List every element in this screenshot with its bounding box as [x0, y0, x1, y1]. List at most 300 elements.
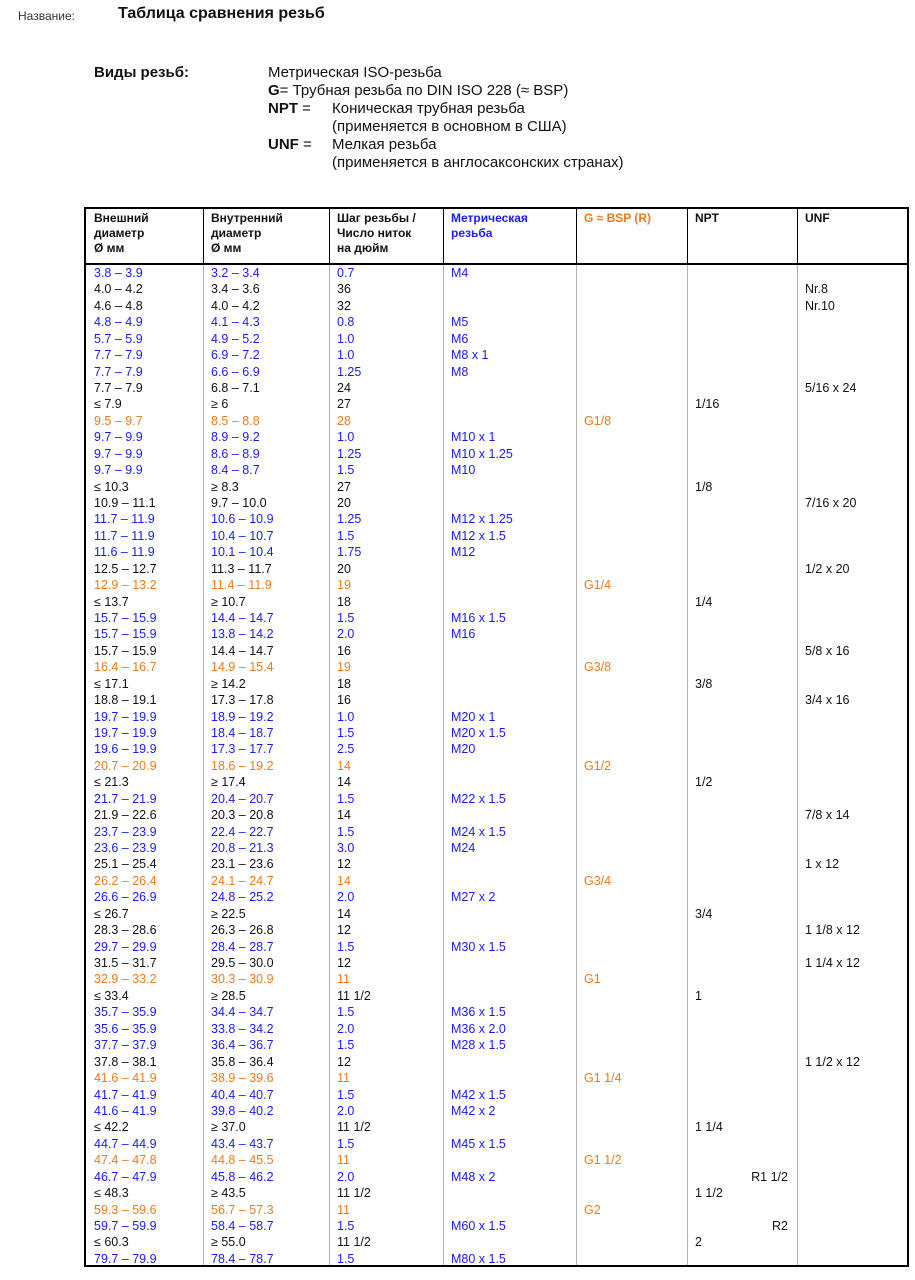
cell-pitch: 12 [337, 1054, 351, 1069]
cell-inner-diameter: 18.9 – 19.2 [211, 709, 274, 724]
cell-unf: 5/8 x 16 [805, 643, 850, 658]
cell-metric: M8 [451, 364, 469, 379]
cell-metric: M12 [451, 545, 476, 560]
cell-inner-diameter: 33.8 – 34.2 [211, 1021, 274, 1036]
table-row [86, 971, 907, 987]
cell-outer-diameter: 4.6 – 4.8 [94, 298, 143, 313]
cell-inner-diameter: 4.1 – 4.3 [211, 315, 260, 330]
cell-pitch: 11 1/2 [337, 1186, 371, 1201]
table-row [86, 1054, 907, 1070]
cell-pitch: 16 [337, 693, 351, 708]
table-row [86, 1136, 907, 1152]
cell-outer-diameter: 9.7 – 9.9 [94, 430, 143, 445]
cell-pitch: 20 [337, 496, 351, 511]
cell-outer-diameter: 29.7 – 29.9 [94, 939, 157, 954]
thread-types-label: Виды резьб: [94, 64, 189, 81]
cell-outer-diameter: 41.6 – 41.9 [94, 1071, 157, 1086]
cell-inner-diameter: 23.1 – 23.6 [211, 857, 274, 872]
cell-outer-diameter: 26.2 – 26.4 [94, 873, 157, 888]
cell-pitch: 18 [337, 676, 351, 691]
table-row [86, 955, 907, 971]
cell-pitch: 16 [337, 643, 351, 658]
cell-inner-diameter: ≥ 10.7 [211, 594, 246, 609]
cell-outer-diameter: 3.8 – 3.9 [94, 266, 143, 280]
cell-inner-diameter: 3.4 – 3.6 [211, 282, 260, 297]
cell-pitch: 14 [337, 906, 351, 921]
cell-npt: 1/4 [695, 594, 713, 609]
cell-outer-diameter: 11.7 – 11.9 [94, 512, 155, 527]
thread-type-equals: = [298, 100, 311, 117]
cell-metric: M36 x 2.0 [451, 1021, 506, 1036]
cell-unf: Nr.8 [805, 282, 828, 297]
cell-inner-diameter: 4.9 – 5.2 [211, 331, 260, 346]
cell-pitch: 1.5 [337, 1005, 355, 1020]
cell-outer-diameter: 4.0 – 4.2 [94, 282, 143, 297]
cell-outer-diameter: 12.5 – 12.7 [94, 561, 157, 576]
table-row [86, 758, 907, 774]
cell-pitch: 36 [337, 282, 351, 297]
column-divider [329, 209, 330, 265]
cell-unf: 3/4 x 16 [805, 693, 850, 708]
thread-type-line [268, 82, 624, 100]
cell-outer-diameter: 9.7 – 9.9 [94, 446, 143, 461]
cell-outer-diameter: 26.6 – 26.9 [94, 890, 157, 905]
cell-g-bsp: G1 1/4 [584, 1071, 622, 1086]
table-row [86, 692, 907, 708]
cell-npt: 1/16 [695, 397, 720, 412]
cell-g-bsp: G3/8 [584, 660, 612, 675]
cell-metric: M80 x 1.5 [451, 1251, 506, 1266]
cell-metric: M22 x 1.5 [451, 791, 506, 806]
cell-outer-diameter: ≤ 33.4 [94, 988, 129, 1003]
cell-inner-diameter: ≥ 43.5 [211, 1186, 246, 1201]
table-row [86, 856, 907, 872]
cell-pitch: 28 [337, 413, 351, 428]
cell-pitch: 0.8 [337, 315, 355, 330]
cell-metric: M60 x 1.5 [451, 1218, 506, 1233]
cell-pitch: 1.25 [337, 512, 362, 527]
table-row [86, 873, 907, 889]
column-header-unf: UNF [805, 211, 830, 225]
cell-inner-diameter: 8.4 – 8.7 [211, 463, 260, 478]
table-row [86, 528, 907, 544]
cell-inner-diameter: 10.6 – 10.9 [211, 512, 274, 527]
thread-type-text: (применяется в основном в США) [332, 118, 567, 135]
cell-g-bsp: G1/2 [584, 758, 612, 773]
cell-inner-diameter: 18.6 – 19.2 [211, 758, 274, 773]
table-row [86, 314, 907, 330]
document-title: Таблица сравнения резьб [118, 5, 325, 22]
table-row [86, 643, 907, 659]
cell-pitch: 1.75 [337, 545, 362, 560]
table-row [86, 561, 907, 577]
cell-inner-diameter: 14.9 – 15.4 [211, 660, 274, 675]
cell-pitch: 1.25 [337, 446, 362, 461]
cell-pitch: 1.0 [337, 430, 355, 445]
thread-comparison-table [84, 207, 909, 1267]
cell-pitch: 19 [337, 660, 351, 675]
cell-inner-diameter: 35.8 – 36.4 [211, 1054, 274, 1069]
cell-outer-diameter: 11.7 – 11.9 [94, 528, 155, 543]
thread-type-text: Мелкая резьба [332, 136, 437, 153]
cell-outer-diameter: ≤ 42.2 [94, 1120, 129, 1135]
table-row [86, 610, 907, 626]
cell-inner-diameter: 3.2 – 3.4 [211, 266, 260, 280]
table-row [86, 824, 907, 840]
cell-inner-diameter: 43.4 – 43.7 [211, 1136, 274, 1151]
cell-outer-diameter: 19.6 – 19.9 [94, 742, 157, 757]
cell-inner-diameter: 45.8 – 46.2 [211, 1169, 274, 1184]
cell-inner-diameter: 4.0 – 4.2 [211, 298, 260, 313]
cell-npt: 3/8 [695, 676, 713, 691]
cell-unf: 1/2 x 20 [805, 561, 850, 576]
table-row [86, 676, 907, 692]
cell-pitch: 1.5 [337, 611, 355, 626]
cell-inner-diameter: 17.3 – 17.8 [211, 693, 274, 708]
cell-metric: M4 [451, 266, 469, 280]
cell-outer-diameter: 20.7 – 20.9 [94, 758, 157, 773]
cell-pitch: 1.0 [337, 709, 355, 724]
cell-inner-diameter: ≥ 22.5 [211, 906, 246, 921]
table-row [86, 380, 907, 396]
cell-unf: 1 1/2 x 12 [805, 1054, 860, 1069]
cell-outer-diameter: 37.7 – 37.9 [94, 1038, 157, 1053]
cell-pitch: 1.5 [337, 1251, 355, 1266]
column-divider [576, 265, 577, 1265]
cell-outer-diameter: 18.8 – 19.1 [94, 693, 157, 708]
cell-inner-diameter: 13.8 – 14.2 [211, 627, 274, 642]
cell-pitch: 1.0 [337, 348, 355, 363]
cell-pitch: 11 1/2 [337, 988, 371, 1003]
cell-inner-diameter: 38.9 – 39.6 [211, 1071, 274, 1086]
cell-metric: M12 x 1.5 [451, 528, 506, 543]
cell-inner-diameter: ≥ 6 [211, 397, 229, 412]
table-row [86, 889, 907, 905]
cell-inner-diameter: 40.4 – 40.7 [211, 1087, 274, 1102]
table-row [86, 1021, 907, 1037]
table-row [86, 446, 907, 462]
cell-inner-diameter: 11.3 – 11.7 [211, 561, 272, 576]
table-row [86, 594, 907, 610]
cell-pitch: 2.5 [337, 742, 355, 757]
cell-inner-diameter: ≥ 17.4 [211, 775, 246, 790]
table-row [86, 709, 907, 725]
cell-outer-diameter: 19.7 – 19.9 [94, 709, 157, 724]
cell-outer-diameter: 15.7 – 15.9 [94, 627, 157, 642]
cell-inner-diameter: 8.9 – 9.2 [211, 430, 260, 445]
cell-inner-diameter: 22.4 – 22.7 [211, 824, 274, 839]
table-row [86, 939, 907, 955]
cell-unf: 5/16 x 24 [805, 381, 857, 395]
cell-outer-diameter: 41.7 – 41.9 [94, 1087, 157, 1102]
cell-metric: M10 x 1.25 [451, 446, 513, 461]
cell-unf: 1 1/4 x 12 [805, 956, 860, 971]
cell-outer-diameter: 47.4 – 47.8 [94, 1153, 157, 1168]
cell-outer-diameter: 46.7 – 47.9 [94, 1169, 157, 1184]
cell-inner-diameter: 44.8 – 45.5 [211, 1153, 274, 1168]
cell-npt: 1 1/4 [695, 1120, 723, 1135]
cell-inner-diameter: 17.3 – 17.7 [211, 742, 274, 757]
thread-type-line [268, 118, 624, 136]
cell-inner-diameter: 10.4 – 10.7 [211, 528, 274, 543]
cell-pitch: 12 [337, 956, 351, 971]
cell-outer-diameter: ≤ 21.3 [94, 775, 129, 790]
cell-bsp-r-note: R2 [772, 1218, 788, 1233]
cell-inner-diameter: 6.6 – 6.9 [211, 364, 260, 379]
cell-inner-diameter: 8.5 – 8.8 [211, 413, 260, 428]
table-row [86, 725, 907, 741]
cell-outer-diameter: 4.8 – 4.9 [94, 315, 143, 330]
table-row [86, 626, 907, 642]
table-row [86, 741, 907, 757]
cell-metric: M27 x 2 [451, 890, 496, 905]
cell-pitch: 11 [337, 1202, 350, 1217]
cell-metric: M36 x 1.5 [451, 1005, 506, 1020]
cell-pitch: 1.5 [337, 1136, 355, 1151]
cell-inner-diameter: 20.3 – 20.8 [211, 808, 274, 823]
cell-outer-diameter: 15.7 – 15.9 [94, 611, 157, 626]
cell-pitch: 2.0 [337, 1169, 355, 1184]
table-row [86, 396, 907, 412]
cell-outer-diameter: 21.7 – 21.9 [94, 791, 157, 806]
cell-inner-diameter: 18.4 – 18.7 [211, 726, 274, 741]
table-row [86, 807, 907, 823]
cell-outer-diameter: ≤ 10.3 [94, 479, 129, 494]
cell-unf: 1 x 12 [805, 857, 840, 872]
table-row [86, 791, 907, 807]
cell-inner-diameter: 8.6 – 8.9 [211, 446, 260, 461]
cell-pitch: 1.25 [337, 364, 362, 379]
table-row [86, 544, 907, 560]
cell-metric: M10 [451, 463, 476, 478]
column-divider [203, 265, 204, 1265]
cell-pitch: 2.0 [337, 890, 355, 905]
cell-inner-diameter: 58.4 – 58.7 [211, 1218, 274, 1233]
cell-outer-diameter: ≤ 7.9 [94, 397, 122, 412]
cell-g-bsp: G1 [584, 972, 601, 987]
cell-metric: M45 x 1.5 [451, 1136, 506, 1151]
cell-pitch: 32 [337, 298, 351, 313]
cell-outer-diameter: 7.7 – 7.9 [94, 364, 143, 379]
table-row [86, 364, 907, 380]
cell-pitch: 1.5 [337, 1038, 355, 1053]
cell-outer-diameter: ≤ 48.3 [94, 1186, 129, 1201]
cell-metric: M20 x 1 [451, 709, 496, 724]
thread-type-line [268, 100, 624, 118]
cell-pitch: 24 [337, 381, 351, 395]
cell-outer-diameter: 31.5 – 31.7 [94, 956, 157, 971]
cell-outer-diameter: 7.7 – 7.9 [94, 381, 143, 395]
cell-pitch: 12 [337, 923, 351, 938]
cell-metric: M10 x 1 [451, 430, 496, 445]
column-header-inner-diameter: Внутренний диаметр Ø мм [211, 211, 283, 255]
cell-npt: 1 1/2 [695, 1186, 723, 1201]
cell-inner-diameter: 34.4 – 34.7 [211, 1005, 274, 1020]
thread-type-text: (применяется в англосаксонских странах) [332, 154, 624, 171]
table-row [86, 413, 907, 429]
cell-outer-diameter: 25.1 – 25.4 [94, 857, 157, 872]
cell-outer-diameter: 5.7 – 5.9 [94, 331, 143, 346]
table-row [86, 922, 907, 938]
column-divider [576, 209, 577, 265]
cell-g-bsp: G2 [584, 1202, 601, 1217]
cell-metric: M30 x 1.5 [451, 939, 506, 954]
cell-outer-diameter: 41.6 – 41.9 [94, 1103, 157, 1118]
table-row [86, 1202, 907, 1218]
column-divider [443, 265, 444, 1265]
cell-outer-diameter: 44.7 – 44.9 [94, 1136, 157, 1151]
cell-metric: M42 x 2 [451, 1103, 496, 1118]
table-row [86, 1185, 907, 1201]
cell-pitch: 1.5 [337, 726, 355, 741]
cell-inner-diameter: 24.8 – 25.2 [211, 890, 274, 905]
cell-outer-diameter: 23.7 – 23.9 [94, 824, 157, 839]
column-header-npt: NPT [695, 211, 719, 225]
table-row [86, 479, 907, 495]
table-row [86, 511, 907, 527]
thread-type-key: G [268, 82, 280, 99]
cell-outer-diameter: 7.7 – 7.9 [94, 348, 143, 363]
cell-pitch: 20 [337, 561, 351, 576]
column-divider [687, 209, 688, 265]
cell-outer-diameter: 15.7 – 15.9 [94, 643, 157, 658]
cell-outer-diameter: 35.7 – 35.9 [94, 1005, 157, 1020]
cell-inner-diameter: 36.4 – 36.7 [211, 1038, 274, 1053]
cell-pitch: 14 [337, 775, 351, 790]
cell-inner-diameter: 20.8 – 21.3 [211, 841, 274, 856]
cell-inner-diameter: 24.1 – 24.7 [211, 873, 274, 888]
cell-pitch: 11 1/2 [337, 1235, 371, 1250]
cell-metric: M16 x 1.5 [451, 611, 506, 626]
table-row [86, 462, 907, 478]
cell-outer-diameter: 37.8 – 38.1 [94, 1054, 157, 1069]
cell-pitch: 1.5 [337, 528, 355, 543]
cell-g-bsp: G1/8 [584, 413, 612, 428]
table-row [86, 1037, 907, 1053]
table-row [86, 1218, 907, 1234]
table-row [86, 298, 907, 314]
cell-outer-diameter: 79.7 – 79.9 [94, 1251, 157, 1266]
cell-metric: M16 [451, 627, 476, 642]
thread-type-line [268, 64, 624, 82]
cell-metric: M24 x 1.5 [451, 824, 506, 839]
cell-outer-diameter: ≤ 26.7 [94, 906, 129, 921]
cell-outer-diameter: 28.3 – 28.6 [94, 923, 157, 938]
cell-unf: 7/8 x 14 [805, 808, 850, 823]
cell-metric: M24 [451, 841, 476, 856]
cell-inner-diameter: ≥ 55.0 [211, 1235, 246, 1250]
cell-pitch: 27 [337, 479, 351, 494]
name-label: Название: [18, 9, 75, 23]
cell-npt: 1/2 [695, 775, 713, 790]
cell-metric: M20 x 1.5 [451, 726, 506, 741]
cell-inner-diameter: 6.8 – 7.1 [211, 381, 260, 395]
thread-type-key: UNF [268, 136, 299, 153]
cell-pitch: 1.5 [337, 939, 355, 954]
table-row [86, 495, 907, 511]
column-header-pitch: Шаг резьбы / Число ниток на дюйм [337, 211, 416, 255]
cell-npt: 3/4 [695, 906, 713, 921]
thread-type-line [268, 154, 624, 172]
cell-outer-diameter: 9.5 – 9.7 [94, 413, 143, 428]
cell-bsp-r-note: R1 1/2 [751, 1169, 788, 1184]
thread-type-line [268, 136, 624, 154]
column-divider [687, 265, 688, 1265]
thread-type-text: Метрическая ISO-резьба [268, 64, 442, 81]
column-divider [797, 209, 798, 265]
thread-type-equals: = [298, 136, 312, 153]
cell-metric: M12 x 1.25 [451, 512, 513, 527]
cell-pitch: 1.0 [337, 331, 355, 346]
cell-outer-diameter: 11.6 – 11.9 [94, 545, 155, 560]
table-row [86, 281, 907, 297]
thread-types-list [268, 64, 624, 172]
table-row [86, 1234, 907, 1250]
cell-unf: 7/16 x 20 [805, 496, 857, 511]
cell-inner-diameter: 29.5 – 30.0 [211, 956, 274, 971]
cell-pitch: 1.5 [337, 791, 355, 806]
cell-npt: 2 [695, 1235, 702, 1250]
cell-pitch: 14 [337, 873, 351, 888]
cell-metric: M42 x 1.5 [451, 1087, 506, 1102]
cell-inner-diameter: 9.7 – 10.0 [211, 496, 267, 511]
thread-type-text: = Трубная резьба по DIN ISO 228 (≈ BSP) [279, 82, 569, 99]
cell-metric: M8 x 1 [451, 348, 489, 363]
cell-pitch: 12 [337, 857, 351, 872]
cell-inner-diameter: 28.4 – 28.7 [211, 939, 274, 954]
table-row [86, 577, 907, 593]
cell-inner-diameter: 78.4 – 78.7 [211, 1251, 274, 1266]
cell-pitch: 1.5 [337, 1218, 355, 1233]
cell-inner-diameter: 6.9 – 7.2 [211, 348, 260, 363]
cell-pitch: 14 [337, 758, 351, 773]
cell-inner-diameter: ≥ 37.0 [211, 1120, 246, 1135]
cell-pitch: 1.5 [337, 463, 355, 478]
table-row [86, 1251, 907, 1267]
cell-inner-diameter: 26.3 – 26.8 [211, 923, 274, 938]
cell-pitch: 2.0 [337, 1103, 355, 1118]
cell-metric: M28 x 1.5 [451, 1038, 506, 1053]
cell-inner-diameter: ≥ 28.5 [211, 988, 246, 1003]
cell-outer-diameter: ≤ 17.1 [94, 676, 129, 691]
cell-unf: 1 1/8 x 12 [805, 923, 860, 938]
cell-outer-diameter: 35.6 – 35.9 [94, 1021, 157, 1036]
column-divider [797, 265, 798, 1265]
cell-pitch: 18 [337, 594, 351, 609]
cell-pitch: 11 [337, 972, 350, 987]
cell-outer-diameter: 59.3 – 59.6 [94, 1202, 157, 1217]
table-row [86, 429, 907, 445]
table-row [86, 331, 907, 347]
table-row [86, 906, 907, 922]
column-header-outer-diameter: Внешний диаметр Ø мм [94, 211, 149, 255]
table-row [86, 659, 907, 675]
cell-outer-diameter: ≤ 60.3 [94, 1235, 129, 1250]
cell-outer-diameter: 16.4 – 16.7 [94, 660, 157, 675]
cell-pitch: 2.0 [337, 1021, 355, 1036]
table-row [86, 1103, 907, 1119]
cell-inner-diameter: 39.8 – 40.2 [211, 1103, 274, 1118]
cell-outer-diameter: ≤ 13.7 [94, 594, 129, 609]
cell-pitch: 11 [337, 1153, 350, 1168]
cell-pitch: 14 [337, 808, 351, 823]
cell-pitch: 1.5 [337, 824, 355, 839]
cell-pitch: 27 [337, 397, 351, 412]
table-row [86, 1087, 907, 1103]
cell-g-bsp: G1 1/2 [584, 1153, 622, 1168]
table-row [86, 988, 907, 1004]
column-header-metric: Метрическая резьба [451, 211, 528, 240]
